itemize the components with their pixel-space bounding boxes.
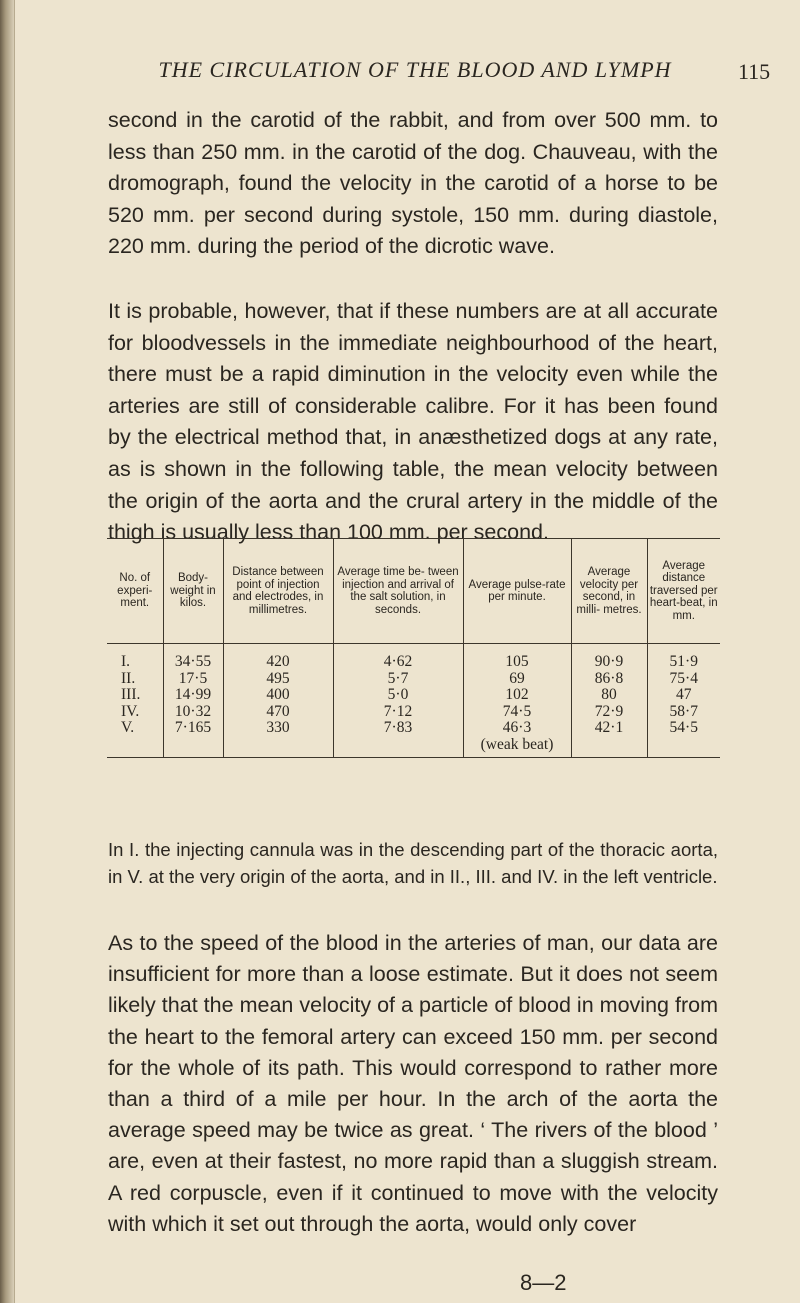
table-cell: 420 (223, 644, 333, 671)
table-cell: 330 (223, 720, 333, 757)
table-cell: 5·7 (333, 671, 463, 688)
table-row (107, 704, 720, 721)
table-cell: IV. (121, 702, 140, 720)
table-cell: 51·9 (647, 644, 720, 671)
paragraph-2: It is probable, however, that if these numbers are at all accurate for bloodvessels in the immediate neighbourhood of the heart, there must be a rapid diminution in the velocity even while the arteries are still of considerable calibre. For it has been found by the electrical method that, in anæsthetized dogs at any rate, as is shown in the following table, the mean velocity between the origin of the aorta and the crural artery in the middle of the thigh is usually less than 100 mm. per second. (108, 299, 718, 545)
weak-beat-note: (weak beat) (480, 735, 554, 753)
pulse-value: 46·3 (502, 719, 532, 737)
table-cell: 69 (463, 671, 571, 688)
header-experiment-no: No. of experi- ment. (107, 539, 163, 644)
table-cell: 75·4 (647, 671, 720, 688)
table-cell: 5·0 (333, 687, 463, 704)
table-cell: 470 (223, 704, 333, 721)
table-cell: 80 (571, 687, 647, 704)
table-cell: 400 (223, 687, 333, 704)
header-distance-per-beat: Average distance traversed per heart-beat, in mm. (647, 539, 720, 644)
table-cell: 58·7 (647, 704, 720, 721)
table-cell: 105 (463, 644, 571, 671)
table-row (107, 720, 720, 757)
table-row (107, 687, 720, 704)
table-cell: 14·99 (163, 687, 223, 704)
table-cell: 7·165 (163, 720, 223, 757)
table-cell: 72·9 (571, 704, 647, 721)
table-cell: 495 (223, 671, 333, 688)
table-cell: II. (121, 669, 136, 687)
paragraph-1: second in the carotid of the rabbit, and from over 500 mm. to less than 250 mm. in the carotid of the dog. Chauveau, with the dromograph, found the velocity in the carotid of a horse to be 520 mm. per second during systole, 150 mm. during diastole, 220 mm. during the period of the dicrotic wave. (108, 108, 718, 259)
table-header-row (107, 539, 720, 644)
table-cell: 7·12 (333, 704, 463, 721)
table-cell: 90·9 (571, 644, 647, 671)
table-row (107, 671, 720, 688)
data-table (107, 538, 720, 758)
table-cell: 54·5 (647, 720, 720, 757)
table-cell (463, 720, 571, 757)
table-cell: 102 (463, 687, 571, 704)
table-cell: 34·55 (163, 644, 223, 671)
table-cell: 7·83 (333, 720, 463, 757)
table-cell: 17·5 (163, 671, 223, 688)
velocity-table (107, 538, 720, 758)
table-cell: III. (121, 686, 141, 704)
header-pulse-rate: Average pulse-rate per minute. (463, 539, 571, 644)
header-average-time: Average time be- tween injection and arrival of the salt solution, in seconds. (333, 539, 463, 644)
table-cell: 47 (647, 687, 720, 704)
table-cell: 86·8 (571, 671, 647, 688)
signature-mark: 8—2 (520, 1270, 567, 1295)
table-cell: 74·5 (463, 704, 571, 721)
paragraph-3: As to the speed of the blood in the arteries of man, our data are insufficient for more than a loose estimate. But it does not seem likely that the mean velocity of a particle of blood in moving from the heart to the femoral artery can exceed 150 mm. per second for the whole of its path. This would correspond to rather more than a third of a mile per hour. In the arch of the aorta the average speed may be twice as great. ‘ The rivers of the blood ’ are, even at their fastest, no more rapid than a sluggish stream. A red corpuscle, even if it continued to move with the velocity with which it set out through the aorta, would only cover (108, 931, 718, 1236)
table-row (107, 644, 720, 671)
table-cell: 10·32 (163, 704, 223, 721)
header-distance: Distance between point of injection and electrodes, in millimetres. (223, 539, 333, 644)
table-cell: I. (121, 653, 131, 670)
table-note: In I. the injecting cannula was in the descending part of the thoracic aorta, in V. at the very origin of the aorta, and in II., III. and IV. in the left ventricle. (108, 839, 718, 887)
header-body-weight: Body- weight in kilos. (163, 539, 223, 644)
table-cell: 42·1 (571, 720, 647, 757)
header-velocity: Average velocity per second, in milli- metres. (571, 539, 647, 644)
page-number: 115 (738, 59, 771, 84)
running-title: THE CIRCULATION OF THE BLOOD AND LYMPH (158, 57, 672, 82)
table-cell: V. (107, 720, 163, 757)
table-cell: 4·62 (333, 644, 463, 671)
